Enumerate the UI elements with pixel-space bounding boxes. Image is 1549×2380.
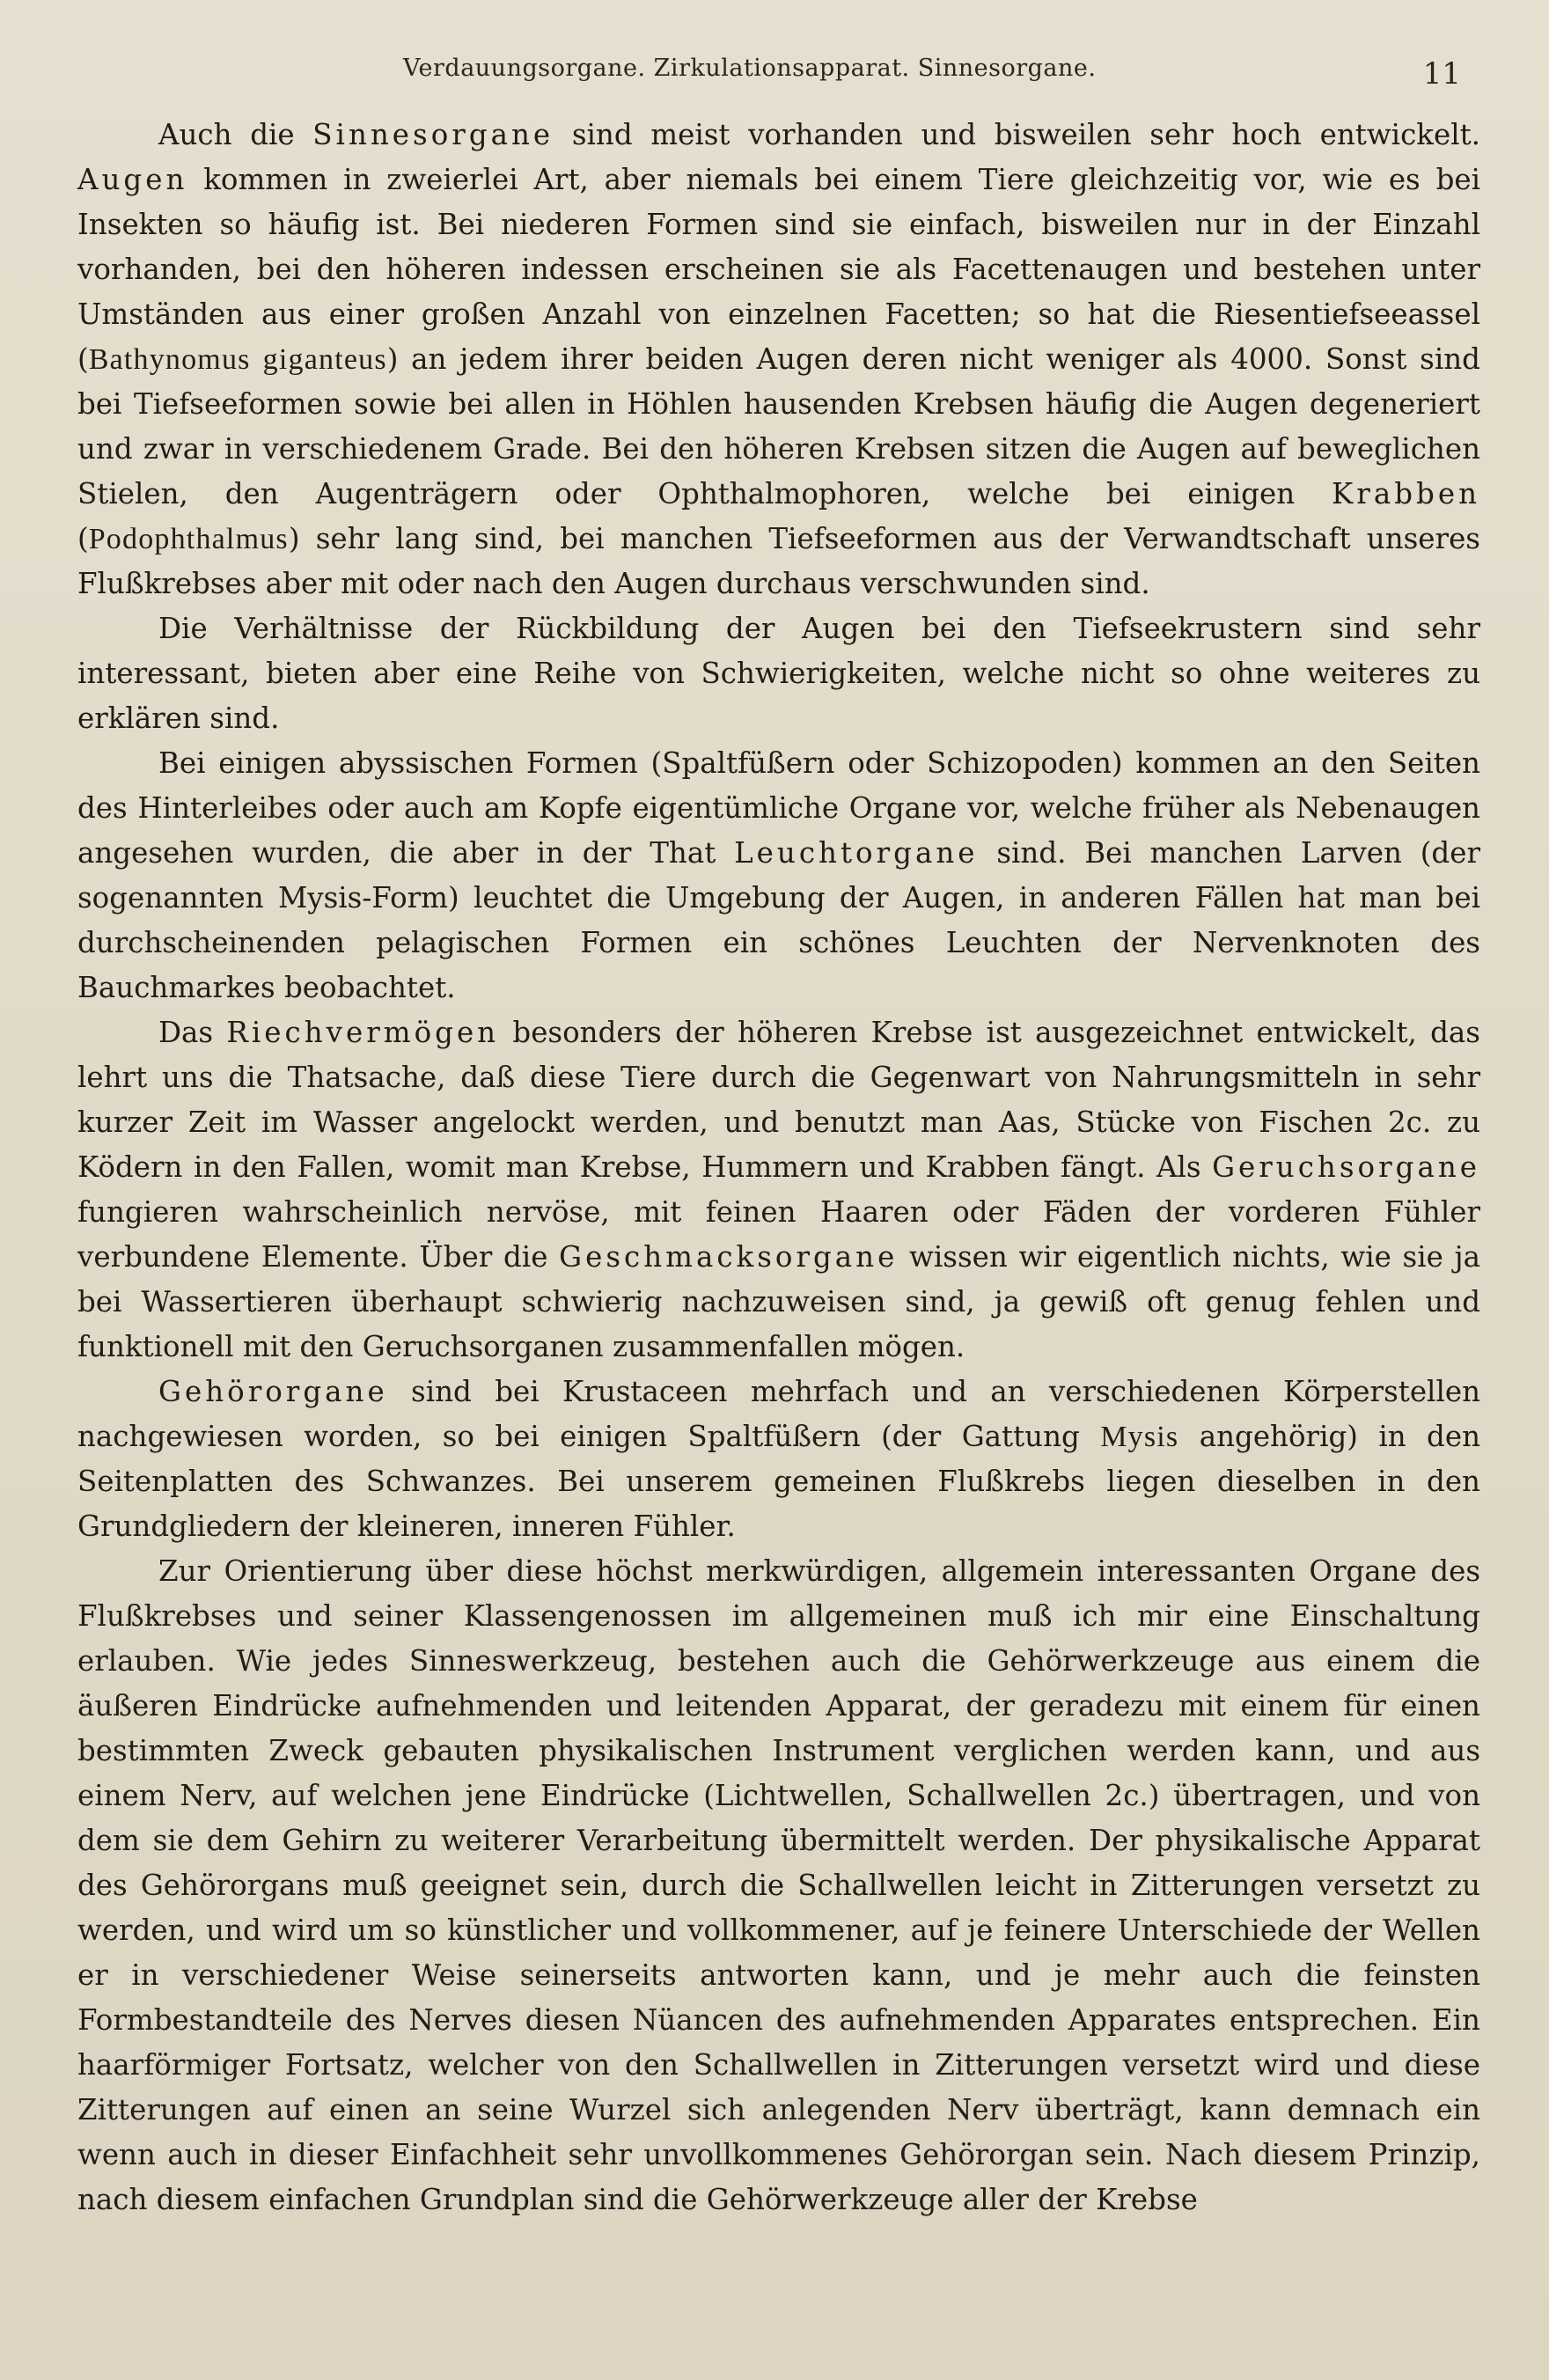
text-run: (	[77, 522, 89, 555]
latin-term-mysis: Mysis	[1100, 1421, 1179, 1453]
spaced-term-gehoerorgane: Gehörorgane	[158, 1375, 388, 1408]
spaced-term-riechvermoegen: Riechvermögen	[226, 1016, 500, 1049]
text-run: Auch die	[158, 118, 313, 151]
paragraph-eye-regression: Die Verhältnisse der Rückbildung der Augen bei den Tiefseekrustern sind sehr interessant, bieten aber eine Reihe von Schwierigkeiten, welche nicht so ohne weiteres zu erklären sind.	[77, 612, 1480, 735]
spaced-term-leuchtorgane: Leuchtorgane	[734, 836, 979, 870]
text-run: Das	[158, 1016, 227, 1049]
text-run: sind. Bei manchen Larven (der sogenannten Mysis-Form) leuchtet die Umgebung der Augen, in anderen Fällen hat man bei durchscheinenden pelagischen Formen ein schönes Leuchten der Nervenknoten des Bauchmarkes beobachtet.	[77, 836, 1480, 1004]
text-run: besonders der höheren Krebse ist ausgezeichnet entwickelt, das lehrt uns die Thatsache, daß diese Tiere durch die Gegenwart von Nahrungsmitteln in sehr kurzer Zeit im Wasser angelockt werden, und benutzt man Aas, Stücke von Fischen 2c. zu Ködern in den Fallen, womit man Krebse, Hummern und Krabben fängt. Als	[77, 1016, 1480, 1184]
spaced-term-augen: Augen	[77, 163, 188, 196]
spaced-term-sinnesorgane: Sinnesorgane	[312, 118, 554, 151]
spaced-term-krabben: Krabben	[1332, 477, 1480, 511]
page-number: 11	[1422, 56, 1461, 92]
text-run: Bei einigen abyssischen Formen (Spaltfüßern oder Schizopoden) kommen an den Seiten des Hinterleibes oder auch am Kopfe eigentümliche Organe vor, welche früher als Nebenaugen angesehen wurden, die aber in der That	[77, 746, 1480, 870]
running-title: Verdauungsorgane. Zirkulationsapparat. Sinnesorgane.	[403, 55, 1097, 82]
text-run: ) sehr lang sind, bei manchen Tiefseeformen aus der Verwandtschaft unseres Flußkrebses aber mit oder nach den Augen durchaus verschwunden sind.	[77, 522, 1480, 600]
running-head	[77, 44, 1480, 113]
text-run: angehörig) in den Seitenplatten des Schwanzes. Bei unserem gemeinen Flußkrebs liegen dieselben in den Grundgliedern der kleineren, inneren Fühler.	[77, 1420, 1481, 1543]
text-run: ) an jedem ihrer beiden Augen deren nicht weniger als 4000. Sonst sind bei Tiefseeformen sowie bei allen in Höhlen hausenden Krebsen häufig die Augen degeneriert und zwar in verschiedenem Grade. Bei den höheren Krebsen sitzen die Augen auf beweglichen Stielen, den Augenträgern oder Ophthalmophoren, welche bei einigen	[77, 342, 1480, 511]
paragraph-hearing-organs	[77, 1370, 1480, 1549]
text-run: wissen wir eigentlich nichts, wie sie ja bei Wassertieren überhaupt schwierig nachzuweisen sind, ja gewiß oft genug fehlen und funktionell mit den Geruchsorganen zusammenfallen mögen.	[77, 1240, 1480, 1363]
paragraph-light-organs	[77, 741, 1480, 1010]
spaced-term-geruchsorgane: Geruchsorgane	[1212, 1150, 1480, 1184]
text-run: sind meist vorhanden und bisweilen sehr hoch entwickelt.	[554, 118, 1480, 151]
latin-term-podophthalmus: Podophthalmus	[88, 523, 289, 555]
latin-term-bathynomus-giganteus: Bathynomus giganteus	[88, 343, 387, 376]
text-run: fungieren wahrscheinlich nervöse, mit feinen Haaren oder Fäden der vorderen Fühler verbundene Elemente. Über die	[77, 1195, 1480, 1274]
paragraph-orientation-hearing: Zur Orientierung über diese höchst merkwürdigen, allgemein interessanten Organe des Flußkrebses und seiner Klassengenossen im allgemeinen muß ich mir eine Einschaltung erlauben. Wie jedes Sinneswerkzeug, bestehen auch die Gehörwerkzeuge aus einem die äußeren Eindrücke aufnehmenden und leitenden Apparat, der geradezu mit einem für einen bestimmten Zweck gebauten physikalischen Instrument verglichen werden kann, und aus einem Nerv, auf welchen jene Eindrücke (Lichtwellen, Schallwellen 2c.) übertragen, und von dem sie dem Gehirn zu weiterer Verarbeitung übermittelt werden. Der physikalische Apparat des Gehörorgans muß geeignet sein, durch die Schallwellen leicht in Zitterungen versetzt zu werden, und wird um so künstlicher und vollkommener, auf je feinere Unterschiede der Wellen er in verschiedener Weise seinerseits antworten kann, und je mehr auch die feinsten Formbestandteile des Nerves diesen Nüancen des aufnehmenden Apparates entsprechen. Ein haarförmiger Fortsatz, welcher von den Schallwellen in Zitterungen versetzt wird und diese Zitterungen auf einen an seine Wurzel sich anlegenden Nerv überträgt, kann demnach ein wenn auch in dieser Einfachheit sehr unvollkommenes Gehörorgan sein. Nach diesem Prinzip, nach diesem einfachen Grundplan sind die Gehörwerkzeuge aller der Krebse	[77, 1554, 1480, 2216]
paragraph-smell-and-taste	[77, 1010, 1480, 1370]
body-text	[77, 113, 1480, 2222]
spaced-term-geschmacksorgane: Geschmacksorgane	[559, 1240, 899, 1274]
paragraph-sense-organs-eyes	[77, 113, 1480, 606]
text-run: sind bei Krustaceen mehrfach und an verschiedenen Körperstellen nachgewiesen worden, so bei einigen Spaltfüßern (der Gattung	[77, 1375, 1480, 1453]
text-run: kommen in zweierlei Art, aber niemals bei einem Tiere gleichzeitig vor, wie es bei Insekten so häufig ist. Bei niederen Formen sind sie einfach, bisweilen nur in der Einzahl vorhanden, bei den höheren indessen erscheinen sie als Facettenaugen und bestehen unter Umständen aus einer großen Anzahl von einzelnen Facetten; so hat die Riesentiefseeassel (	[77, 163, 1480, 376]
